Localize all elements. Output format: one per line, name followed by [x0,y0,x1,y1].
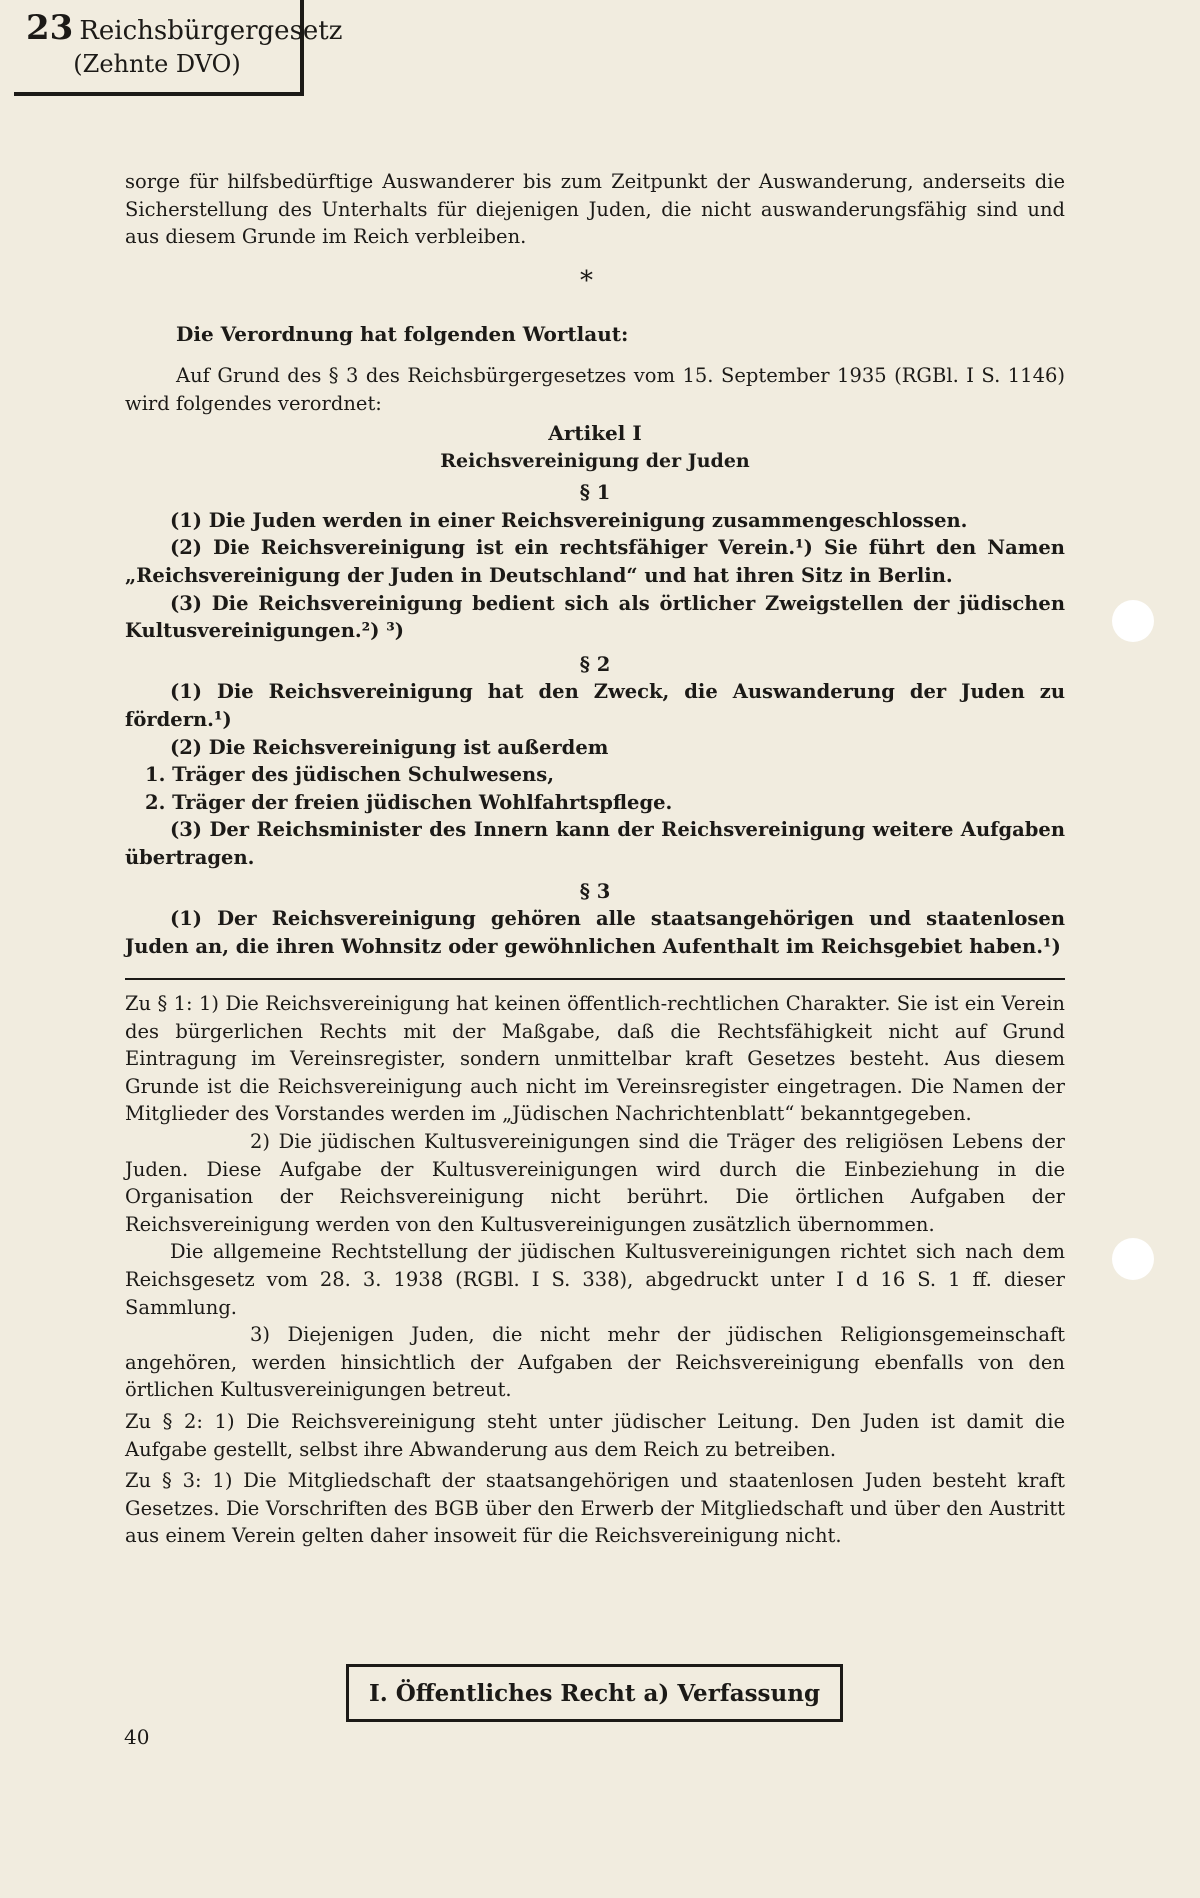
clause-1-1: (1) Die Juden werden in einer Reichsvereinigung zusammengeschlossen. [170,508,968,532]
wortlaut-heading: Die Verordnung hat folgenden Wortlaut: [176,322,629,346]
page-number: 40 [124,1725,150,1749]
note-zu-1-3: 3) Diejenigen Juden, die nicht mehr der jüdischen Religionsgemeinschaft angehören, werden hinsichtlich der Aufgaben der Reichsvereinigung ebenfalls von den örtlichen Kultusvereinigungen betreut. [125,1323,1065,1402]
section-separator: * [580,266,593,296]
artikel-title: Artikel I [548,421,642,445]
paragraph-heading-1: § 1 [579,481,611,505]
note-zu-1-1: Zu § 1: 1) Die Reichsvereinigung hat keinen öffentlich-rechtlichen Charakter. Sie ist ein Verein des bürgerlichen Rechts mit der Maßgabe, daß die Rechtsfähigkeit nicht auf Grund Eintragung im Vereinsregister, sondern unmittelbar kraft Gesetzes besteht. Aus diesem Grunde ist die Reichsvereinigung auch nicht im Vereinsregister eingetragen. Die Namen der Mitglieder des Vorstandes werden im „Jüdischen Nachrichtenblatt“ bekanntgegeben. [125,992,1065,1126]
preamble: Auf Grund des § 3 des Reichsbürgergesetzes vom 15. September 1935 (RGBl. I S. 1146) wird folgendes verordnet: [125,364,1065,415]
header-line [26,8,342,48]
punch-hole [1112,1238,1154,1280]
note-zu-3: Zu § 3: 1) Die Mitgliedschaft der staatsangehörigen und staatenlosen Juden besteht kraft Gesetzes. Die Vorschriften des BGB über den Erwerb der Mitgliedschaft und über den Austritt aus einem Verein gelten daher insoweit für die Reichsvereinigung nicht. [125,1469,1065,1548]
header-subtitle: (Zehnte DVO) [73,50,241,78]
section-label-box: I. Öffentliches Recht a) Verfassung [346,1664,843,1722]
paragraph-heading-2: § 2 [579,652,611,676]
clause-2-1: (1) Die Reichsvereinigung hat den Zweck, die Auswanderung der Juden zu fördern.¹) [125,680,1065,731]
clause-3-1: (1) Der Reichsvereinigung gehören alle staatsangehörigen und staatenlosen Juden an, die ihren Wohnsitz oder gewöhnlichen Aufenthalt im Reichsgebiet haben.¹) [125,907,1065,958]
note-zu-1-2: 2) Die jüdischen Kultusvereinigungen sind die Träger des religiösen Lebens der Juden. Diese Aufgabe der Kultusvereinigungen wird durch die Einbeziehung in die Organisation der Reichsvereinigung nicht berührt. Die örtlichen Aufgaben der Reichsvereinigung werden von den Kultusvereinigungen zusätzlich übernommen. [125,1129,1065,1236]
header-number: 23 [26,8,74,48]
clause-1-3: (3) Die Reichsvereinigung bedient sich als örtlicher Zweigstellen der jüdischen Kultusvereinigungen.²) ³) [125,591,1065,643]
artikel-subtitle: Reichsvereinigung der Juden [440,449,750,472]
clause-2-3: (3) Der Reichsminister des Innern kann der Reichsvereinigung weitere Aufgaben übertragen. [125,818,1065,869]
paragraph-heading-3: § 3 [579,879,611,903]
header-title: Reichsbürgergesetz [79,16,343,46]
note-zu-2: Zu § 2: 1) Die Reichsvereinigung steht unter jüdischer Leitung. Den Juden ist damit die Aufgabe gestellt, selbst ihre Abwanderung aus dem Reich zu betreiben. [125,1409,1065,1461]
clause-2-2: (2) Die Reichsvereinigung ist außerdem [170,735,609,759]
note-zu-1-2-cont: Die allgemeine Rechtstellung der jüdischen Kultusvereinigungen richtet sich nach dem Reichsgesetz vom 28. 3. 1938 (RGBl. I S. 338), abgedruckt unter I d 16 S. 1 ff. dieser Sammlung. [125,1240,1065,1319]
clause-1-2: (2) Die Reichsvereinigung ist ein rechtsfähiger Verein.¹) Sie führt den Namen „Reichsvereinigung der Juden in Deutschland“ und hat ihren Sitz in Berlin. [125,536,1065,587]
annotations [125,990,1065,1550]
running-header-box [14,0,343,96]
footnote-divider [125,978,1065,980]
punch-hole [1112,600,1154,642]
clause-2-list-1: 1. Träger des jüdischen Schulwesens, [145,763,554,787]
intro-paragraph: sorge für hilfsbedürftige Auswanderer bis zum Zeitpunkt der Auswanderung, anderseits die Sicherstellung des Unterhalts für diejenigen Juden, die nicht auswanderungsfähig sind und aus diesem Grunde im Reich verbleiben. [125,170,1065,249]
clause-2-list-2: 2. Träger der freien jüdischen Wohlfahrtspflege. [145,790,673,814]
law-text [125,420,1065,960]
